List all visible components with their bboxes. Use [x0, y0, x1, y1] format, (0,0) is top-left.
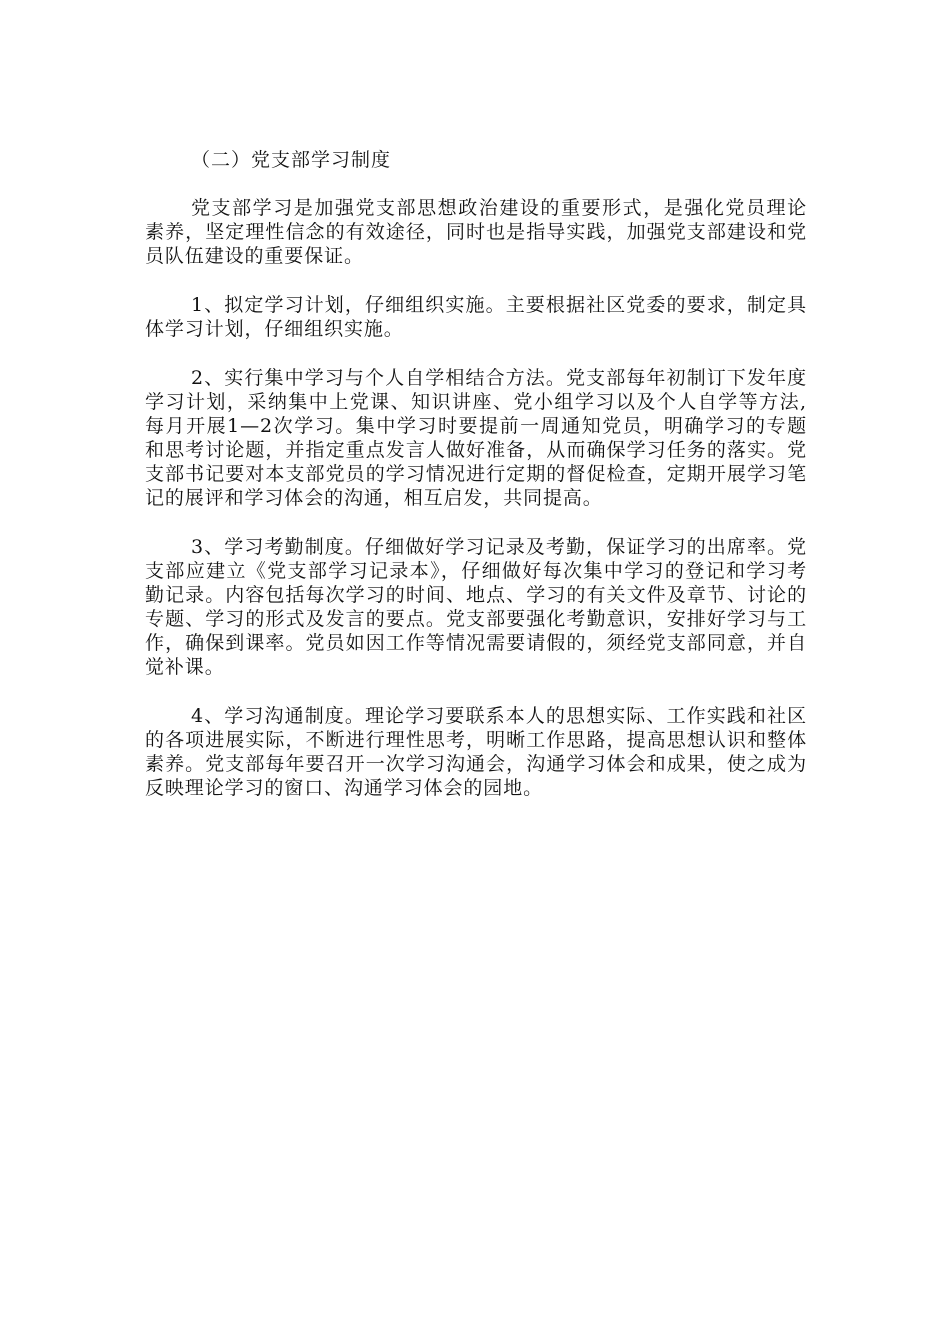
- item-1-paragraph: 1、拟定学习计划，仔细组织实施。主要根据社区党委的要求，制定具体学习计划，仔细组织实施。: [145, 294, 807, 340]
- item-3-paragraph: 3、学习考勤制度。仔细做好学习记录及考勤，保证学习的出席率。党支部应建立《党支部学习记录本》，仔细做好每次集中学习的登记和学习考勤记录。内容包括每次学习的时间、地点、学习的有关文件及章节、讨论的专题、学习的形式及发言的要点。党支部要强化考勤意识，安排好学习与工作，确保到课率。党员如因工作等情况需要请假的，须经党支部同意，并自觉补课。: [145, 536, 807, 678]
- item-2-paragraph: 2、实行集中学习与个人自学相结合方法。党支部每年初制订下发年度学习计划，采纳集中上党课、知识讲座、党小组学习以及个人自学等方法,每月开展1—2次学习。集中学习时要提前一周通知党员，明确学习的专题和思考讨论题，并指定重点发言人做好准备，从而确保学习任务的落实。党支部书记要对本支部党员的学习情况进行定期的督促检查，定期开展学习笔记的展评和学习体会的沟通，相互启发，共同提高。: [145, 367, 807, 509]
- intro-paragraph: 党支部学习是加强党支部思想政治建设的重要形式，是强化党员理论素养，坚定理性信念的有效途径，同时也是指导实践，加强党支部建设和党员队伍建设的重要保证。: [145, 197, 807, 267]
- document-body: [145, 146, 807, 825]
- section-heading: （二）党支部学习制度: [191, 149, 392, 171]
- item-4-paragraph: 4、学习沟通制度。理论学习要联系本人的思想实际、工作实践和社区的各项进展实际，不断进行理性思考，明晰工作思路，提高思想认识和整体素养。党支部每年要召开一次学习沟通会，沟通学习体会和成果，使之成为反映理论学习的窗口、沟通学习体会的园地。: [145, 705, 807, 799]
